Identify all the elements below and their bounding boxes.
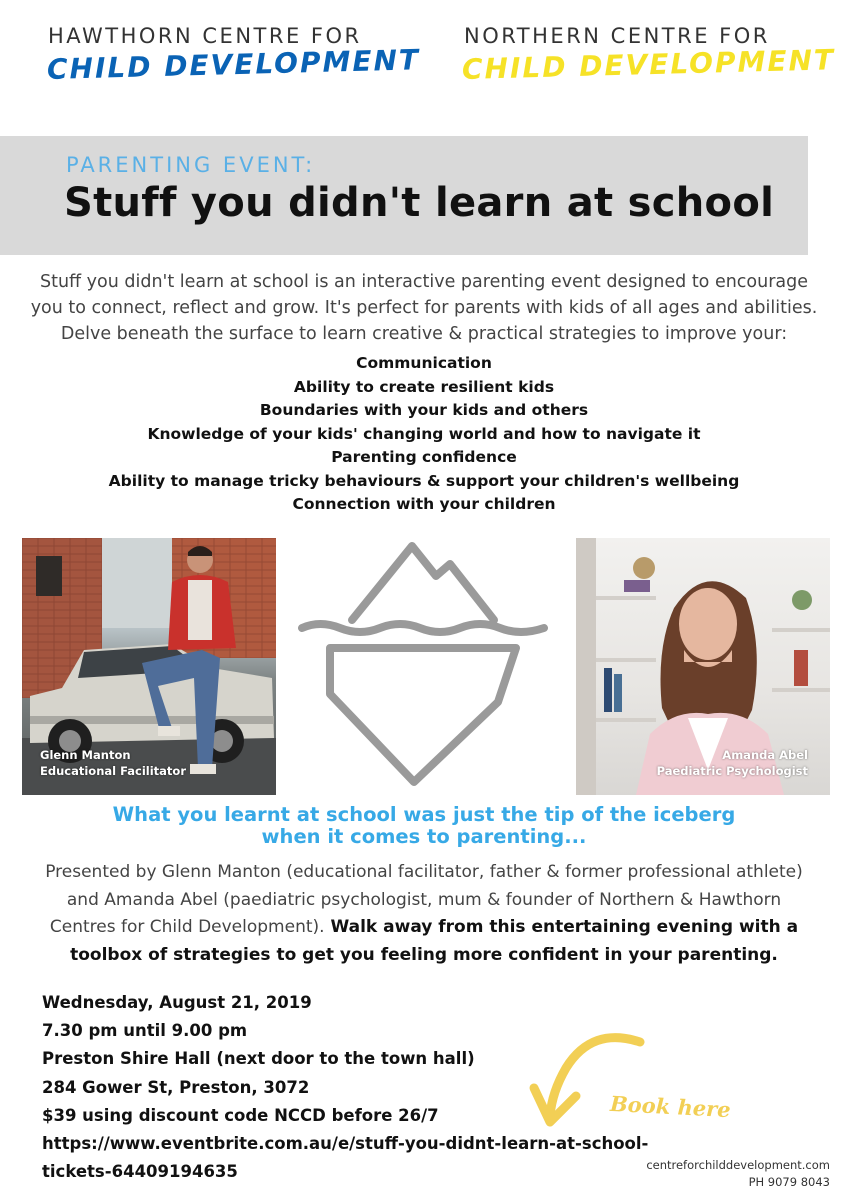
glenn-role: Educational Facilitator xyxy=(40,764,186,778)
tagline-line: What you learnt at school was just the tip of the iceberg xyxy=(112,803,736,826)
intro-line: you to connect, reflect and grow. It's perfect for parents with kids of all ages and abilities. xyxy=(30,298,818,318)
glenn-caption xyxy=(40,747,186,779)
amanda-caption xyxy=(657,747,808,779)
benefit-item: Parenting confidence xyxy=(331,448,517,466)
event-price: $39 using discount code NCCD before 26/7 xyxy=(42,1105,439,1125)
amanda-role: Paediatric Psychologist xyxy=(656,764,808,778)
booking-link[interactable]: https://www.eventbrite.com.au/e/stuff-you-didnt-learn-at-school- xyxy=(42,1134,649,1154)
presented-line xyxy=(14,914,834,942)
curved-arrow-icon xyxy=(520,1030,670,1140)
presented-line xyxy=(14,942,834,970)
presented-emphasis: Walk away from this entertaining evening with a xyxy=(324,917,799,937)
northern-logo-bottom: CHILD DEVELOPMENT xyxy=(461,43,836,86)
event-date: Wednesday, August 21, 2019 xyxy=(42,993,312,1012)
northern-logo-top: NORTHERN CENTRE FOR xyxy=(464,24,770,48)
glenn-name: Glenn Manton xyxy=(40,748,131,762)
presented-line: Presented by Glenn Manton (educational facilitator, father & former professional athlete) xyxy=(45,862,803,882)
presented-paragraph xyxy=(14,859,834,969)
book-here-label: Book here xyxy=(609,1090,732,1123)
event-venue: Preston Shire Hall (next door to the town hall) xyxy=(42,1049,475,1069)
presented-line: and Amanda Abel (paediatric psychologist, mum & founder of Northern & Hawthorn xyxy=(66,889,782,910)
benefit-item: Ability to manage tricky behaviours & support your children's wellbeing xyxy=(108,471,740,490)
intro-paragraph xyxy=(14,269,834,347)
event-address: 284 Gower St, Preston, 3072 xyxy=(42,1077,310,1097)
tagline xyxy=(14,804,834,848)
event-kicker: PARENTING EVENT: xyxy=(66,153,316,177)
iceberg-icon xyxy=(290,536,554,788)
hawthorn-logo-bottom: CHILD DEVELOPMENT xyxy=(46,43,421,86)
intro-line: Delve beneath the surface to learn creative & practical strategies to improve your: xyxy=(60,324,788,344)
benefit-item: Boundaries with your kids and others xyxy=(259,401,589,419)
booking-link-continued[interactable]: tickets-64409194635 xyxy=(42,1162,238,1182)
benefit-item: Communication xyxy=(356,354,492,372)
presented-emphasis: toolbox of strategies to get you feeling more confident in your parenting. xyxy=(70,944,778,965)
intro-line: Stuff you didn't learn at school is an interactive parenting event designed to encourage xyxy=(39,272,809,292)
benefit-item: Connection with your children xyxy=(292,495,556,513)
event-time: 7.30 pm until 9.00 pm xyxy=(42,1021,248,1041)
benefit-item: Ability to create resilient kids xyxy=(293,377,555,396)
footer-phone: PH 9079 8043 xyxy=(748,1175,830,1189)
presented-text: Centres for Child Development). xyxy=(49,917,325,937)
event-title: Stuff you didn't learn at school xyxy=(64,180,775,226)
amanda-name: Amanda Abel xyxy=(722,748,808,762)
tagline-line: when it comes to parenting... xyxy=(261,825,587,848)
benefits-list xyxy=(14,352,834,517)
glenn-photo xyxy=(22,538,276,795)
footer-website: centreforchilddevelopment.com xyxy=(646,1158,830,1172)
benefit-item: Knowledge of your kids' changing world and how to navigate it xyxy=(147,424,701,443)
amanda-photo xyxy=(576,538,830,795)
hawthorn-logo-top: HAWTHORN CENTRE FOR xyxy=(48,24,362,48)
